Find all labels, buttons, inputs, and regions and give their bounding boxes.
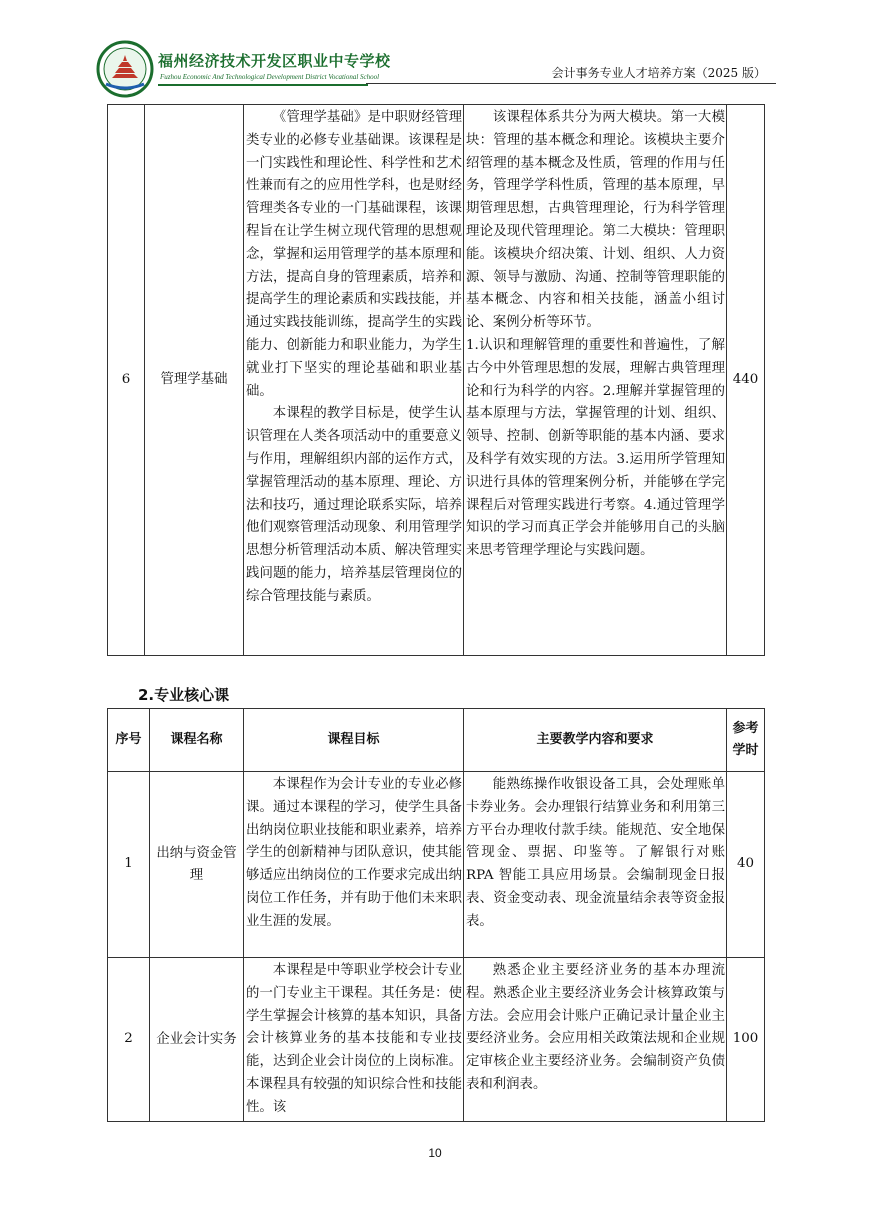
page-header	[96, 40, 776, 102]
column-header: 序号	[108, 709, 150, 772]
school-name-en: Fuzhou Economic And Technological Development District Vocational School	[160, 73, 380, 81]
course-hours: 40	[727, 772, 765, 958]
row-number: 6	[108, 105, 145, 656]
row-number: 2	[108, 958, 150, 1122]
school-name-cn: 福州经济技术开发区职业中专学校	[158, 52, 391, 70]
table-row	[108, 105, 765, 656]
course-table-continued	[107, 104, 765, 656]
table-row	[108, 772, 765, 958]
goal-paragraph: 本课程是中等职业学校会计专业的一门专业主干课程。其任务是：使学生掌握会计核算的基本知识，具备会计核算业务的基本技能和专业技能，达到企业会计岗位的上岗标准。本课程具有较强的知识综合性和技能性。该	[246, 963, 462, 1115]
content-paragraph: 能熟练操作收银设备工具，会处理账单卡券业务。会办理银行结算业务和利用第三方平台办理收付款手续。能规范、安全地保管现金、票据、印鉴等。了解银行对账 RPA 智能工具应用场景。会编制现金日报表、资金变动表、现金流量结余表等资金报表。	[466, 777, 725, 929]
core-course-table	[107, 708, 765, 1122]
page-number: 10	[428, 1146, 442, 1160]
content-paragraph: 1.认识和理解管理的重要性和普遍性，了解古今中外管理思想的发展，理解古典管理理论和行为科学的内容。2.理解并掌握管理的基本原理与方法，掌握管理的计划、组织、领导、控制、创新等职能的基本内涵、要求及科学有效实现的方法。3.运用所学管理知识进行具体的管理案例分析，并能够在学完课程后对管理实践进行考察。4.通过管理学知识的学习而真正学会并能够用自己的头脑来思考管理学理论与实践问题。	[466, 337, 725, 559]
column-header: 主要教学内容和要求	[464, 709, 727, 772]
header-rule-green	[158, 84, 368, 86]
course-name: 企业会计实务	[150, 958, 244, 1122]
column-header: 课程目标	[244, 709, 464, 772]
header-rule	[366, 83, 776, 84]
school-logo-icon	[96, 40, 154, 98]
table-row	[108, 958, 765, 1122]
column-header: 参考学时	[727, 709, 765, 772]
course-content	[464, 105, 727, 656]
course-hours: 100	[727, 958, 765, 1122]
table-header-row	[108, 709, 765, 772]
course-content	[464, 958, 727, 1122]
goal-paragraph: 《管理学基础》是中职财经管理类专业的必修专业基础课。该课程是一门实践性和理论性、科学性和艺术性兼而有之的应用性学科，也是财经管理类各专业的一门基础课程，该课程旨在让学生树立现代管理的思想观念，掌握和运用管理学的基本原理和方法，提高自身的管理素质，培养和提高学生的理论素质和实践技能，并通过实践技能训练，提高学生的实践能力、创新能力和职业能力，为学生就业打下坚实的理论基础和职业基础。	[246, 110, 462, 399]
course-content	[464, 772, 727, 958]
goal-paragraph: 本课程的教学目标是，使学生认识管理在人类各项活动中的重要意义与作用，理解组织内部的运作方式，掌握管理活动的基本原理、理论、方法和技巧，通过理论联系实际，培养他们观察管理活动现象、利用管理学思想分析管理活动本质、解决管理实践问题的能力，培养基层管理岗位的综合管理技能与素质。	[246, 406, 462, 604]
document-title: 会计事务专业人才培养方案（2025 版）	[551, 66, 766, 80]
row-number: 1	[108, 772, 150, 958]
column-header: 课程名称	[150, 709, 244, 772]
course-goal	[244, 105, 464, 656]
content-paragraph: 熟悉企业主要经济业务的基本办理流程。熟悉企业主要经济业务会计核算政策与方法。会应用会计账户正确记录计量企业主要经济业务。会应用相关政策法规和企业规定审核企业主要经济业务。会编制资产负债表和利润表。	[466, 963, 725, 1092]
content-paragraph: 该课程体系共分为两大模块。第一大模块：管理的基本概念和理论。该模块主要介绍管理的基本概念及性质，管理的作用与任务，管理学学科性质，管理的基本原理，早期管理思想，古典管理理论，行为科学管理理论及现代管理理论。第二大模块：管理职能。该模块介绍决策、计划、组织、人力资源、领导与激励、沟通、控制等管理职能的基本概念、内容和相关技能，涵盖小组讨论、案例分析等环节。	[466, 110, 725, 331]
goal-paragraph: 本课程作为会计专业的专业必修课。通过本课程的学习，使学生具备出纳岗位职业技能和职业素养，培养学生的创新精神与团队意识，使其能够适应出纳岗位的工作要求完成出纳岗位工作任务，并有助于他们未来职业生涯的发展。	[246, 777, 462, 929]
course-hours: 440	[727, 105, 765, 656]
course-name: 管理学基础	[145, 105, 244, 656]
section-heading: 2.专业核心课	[138, 686, 230, 704]
course-name: 出纳与资金管理	[150, 772, 244, 958]
course-goal	[244, 772, 464, 958]
course-goal	[244, 958, 464, 1122]
